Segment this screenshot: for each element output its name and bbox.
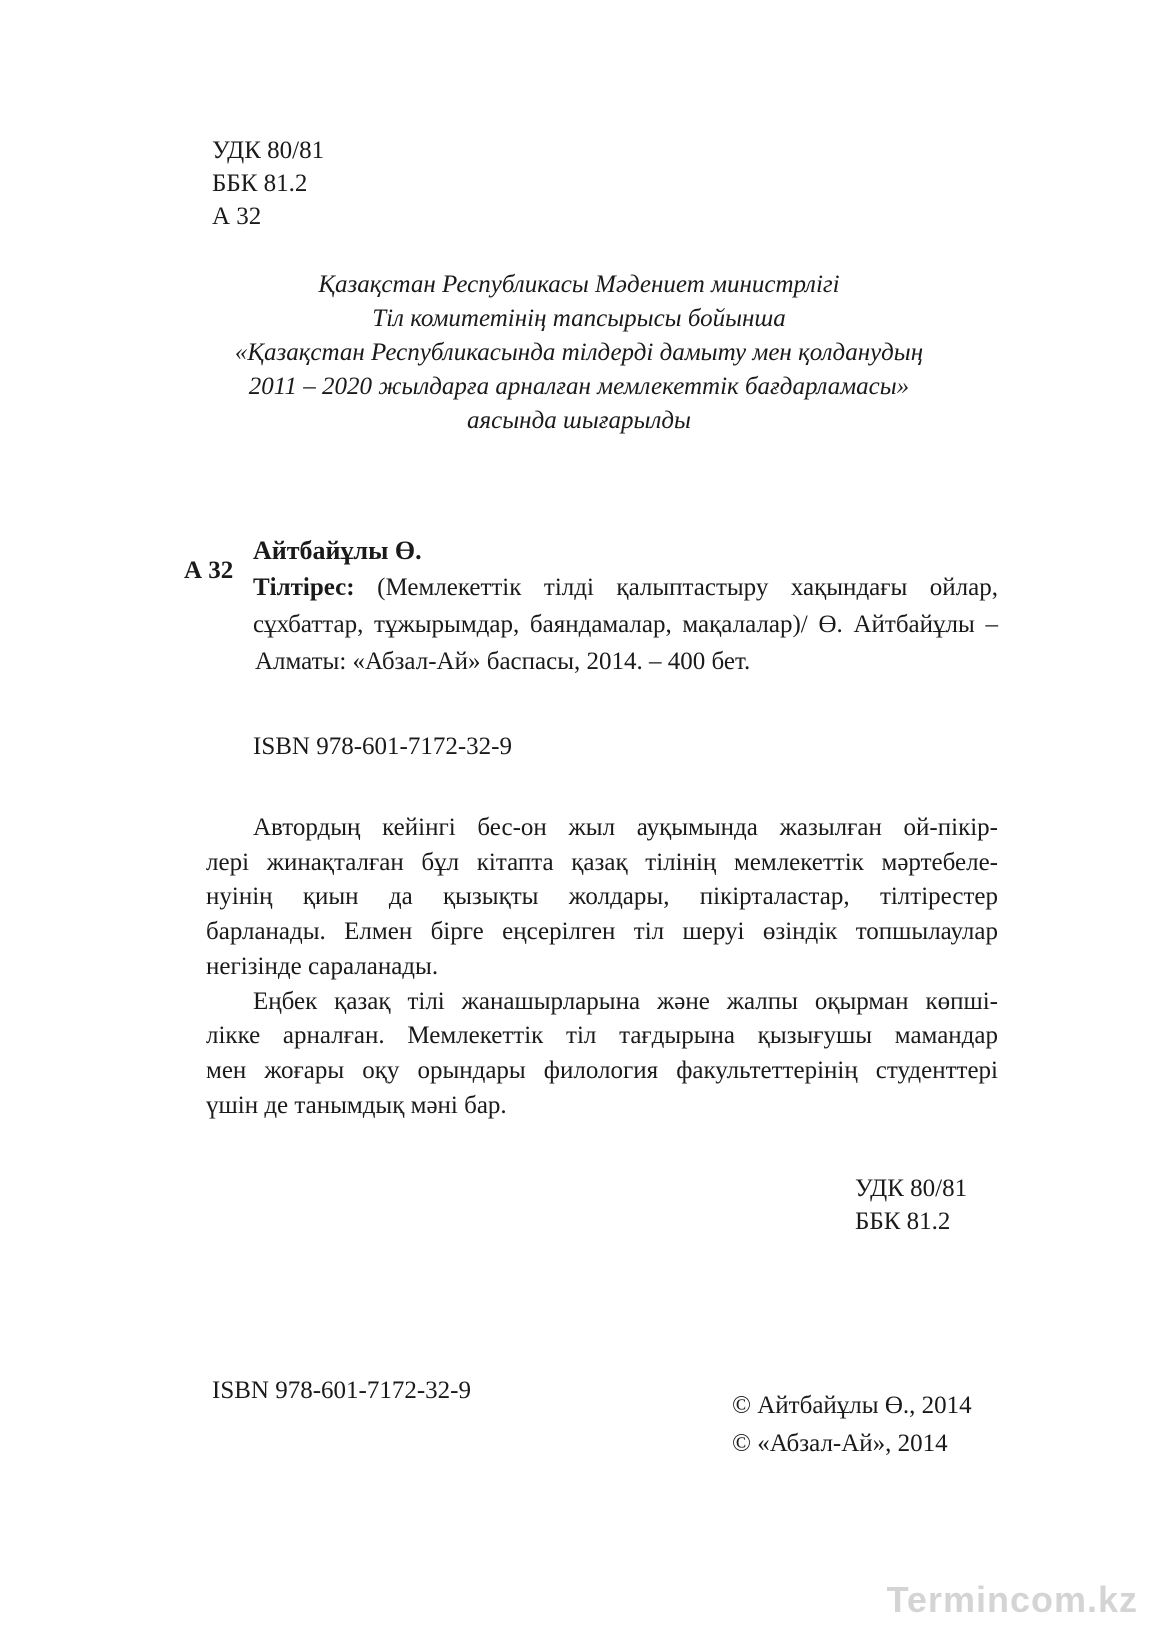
annotation-line: лері жинақталған бұл кітапта қазақ тілінің мемлекеттік мәртебеле-	[206, 848, 998, 876]
annotation	[206, 811, 998, 1123]
bottom-classification-codes	[855, 1172, 967, 1238]
annotation-line: барланады. Елмен бірге еңсерілген тіл шеруі өзіндік топшылаулар	[206, 918, 998, 946]
watermark-logo: Termincom.kz	[886, 1579, 1138, 1620]
copyright-publisher: © «Абзал-Ай», 2014	[732, 1430, 948, 1457]
annotation-line: мен жоғары оқу орындары филология факультеттерінің студенттері	[206, 1056, 998, 1084]
book-subtitle: (Мемлекеттік тілді қалыптастыру хақындағы ойлар,	[377, 574, 999, 601]
annotation-line: лікке арналған. Мемлекеттік тіл тағдырына қызығушы мамандар	[206, 1022, 998, 1050]
copyright-block	[732, 1387, 972, 1463]
annotation-line: үшін де танымдық мәні бар.	[206, 1091, 507, 1119]
bibliographic-record	[253, 532, 998, 680]
bbk-code: ББК 81.2	[212, 170, 308, 197]
sponsor-line: Тіл комитетінің тапсырысы бойынша	[372, 305, 786, 332]
isbn: ISBN 978-601-7172-32-9	[253, 733, 513, 760]
udk-code: УДК 80/81	[855, 1175, 968, 1202]
bottom-isbn: ISBN 978-601-7172-32-9	[212, 1377, 472, 1404]
author-index-code: А 32	[212, 203, 262, 230]
top-classification-codes	[212, 134, 324, 233]
author-name: Айтбайұлы Ө.	[253, 536, 422, 565]
sponsor-statement	[0, 268, 1158, 438]
sponsor-line: 2011 – 2020 жылдарға арналған мемлекеттік бағдарламасы»	[248, 373, 910, 400]
bbk-code: ББК 81.2	[855, 1208, 951, 1235]
annotation-line: Автордың кейінгі бес-он жыл ауқымында жазылған ой-пікір-	[253, 814, 998, 841]
copyright-author: © Айтбайұлы Ө., 2014	[732, 1392, 972, 1419]
sponsor-line: Қазақстан Республикасы Мәдениет министрлігі	[318, 271, 840, 298]
book-title: Тілтірес:	[253, 574, 355, 601]
annotation-line: нуінің қиын да қызықты жолдары, пікірталастар, тілтірестер	[206, 883, 998, 911]
bibliography-index: А 32	[184, 557, 234, 584]
sponsor-line: «Қазақстан Республикасында тілдерді дамыту мен қолданудың	[234, 339, 924, 366]
annotation-line: Еңбек қазақ тілі жанашырларына және жалпы оқырман көпші-	[253, 987, 998, 1015]
sponsor-line: аясында шығарылды	[467, 407, 691, 434]
annotation-line: негізінде сараланады.	[206, 952, 439, 980]
bibliography-line-3: Алматы: «Абзал-Ай» баспасы, 2014. – 400 бет.	[255, 648, 751, 675]
bibliography-line-2: сұхбаттар, тұжырымдар, баяндамалар, мақалалар)/ Ө. Айтбайұлы –	[253, 611, 998, 638]
udk-code: УДК 80/81	[212, 137, 325, 164]
bibliography-line-1	[253, 569, 998, 606]
